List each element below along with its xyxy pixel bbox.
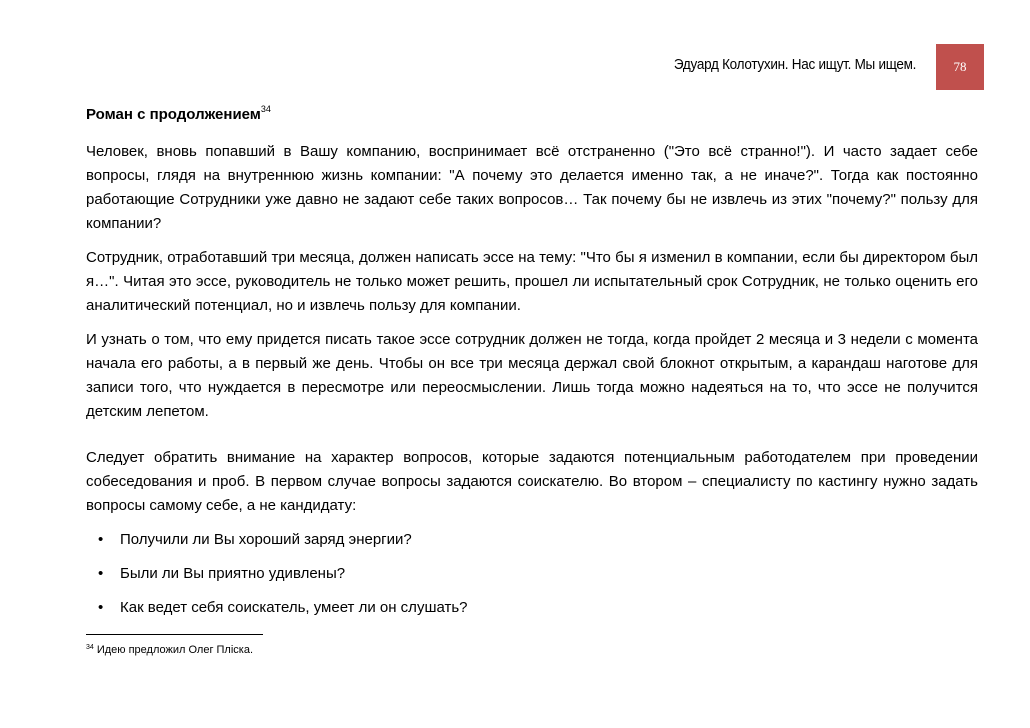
- paragraph-4: Следует обратить внимание на характер вопросов, которые задаются потенциальным работодателем при проведении собеседования и проб. В первом случае вопросы задаются соискателю. Во втором – специалисту по кастингу нужно задать вопросы самому себе, а не кандидату:: [86, 449, 978, 514]
- page-content: [86, 104, 978, 630]
- list-item-text: Были ли Вы приятно удивлены?: [120, 565, 346, 582]
- section-title: Роман с продолжением: [86, 106, 261, 123]
- bullet-icon: •: [98, 565, 104, 582]
- list-item-text: Как ведет себя соискатель, умеет ли он слушать?: [120, 599, 468, 616]
- list-item-text: Получили ли Вы хороший заряд энергии?: [120, 531, 412, 548]
- paragraph-1: Человек, вновь попавший в Вашу компанию, воспринимает всё отстраненно ("Это всё странно!"). И часто задает себе вопросы, глядя на внутреннюю жизнь компании: "А почему это делается именно так, а не иначе?". Тогда как постоянно работающие Сотрудники уже давно не задают себе таких вопросов… Так почему бы не извлечь из этих "почему?" пользу для компании?: [86, 143, 978, 232]
- footnote-text: Идею предложил Олег Пліска.: [93, 644, 254, 656]
- list-item: [98, 562, 978, 586]
- footnote-reference[interactable]: 34: [260, 104, 271, 114]
- page-number-badge: 78: [936, 44, 984, 90]
- footnote-number: 34: [86, 644, 94, 651]
- bullet-icon: •: [98, 599, 104, 616]
- bullet-icon: •: [98, 531, 104, 548]
- paragraph-3: И узнать о том, что ему придется писать такое эссе сотрудник должен не тогда, когда пройдет 2 месяца и 3 недели с момента начала его работы, а в первый же день. Чтобы он все три месяца держал свой блокнот открытым, а карандаш наготове для записи того, что нуждается в пересмотре или переосмыслении. Лишь тогда можно надеяться на то, что эссе не получится детским лепетом.: [86, 331, 978, 420]
- paragraph-2: Сотрудник, отработавший три месяца, должен написать эссе на тему: "Что бы я изменил в компании, если бы директором был я…". Читая это эссе, руководитель не только может решить, прошел ли испытательный срок Сотрудник, не только оценить его аналитический потенциал, но и извлечь пользу для компании.: [86, 249, 978, 314]
- running-header-title: Эдуард Колотухин. Нас ищут. Мы ищем.: [673, 56, 916, 73]
- list-item: [98, 528, 978, 552]
- bullet-list: [86, 528, 978, 620]
- list-item: [98, 596, 978, 620]
- footnote: [86, 643, 253, 657]
- footnote-separator: [86, 634, 263, 635]
- section-heading: [86, 104, 978, 126]
